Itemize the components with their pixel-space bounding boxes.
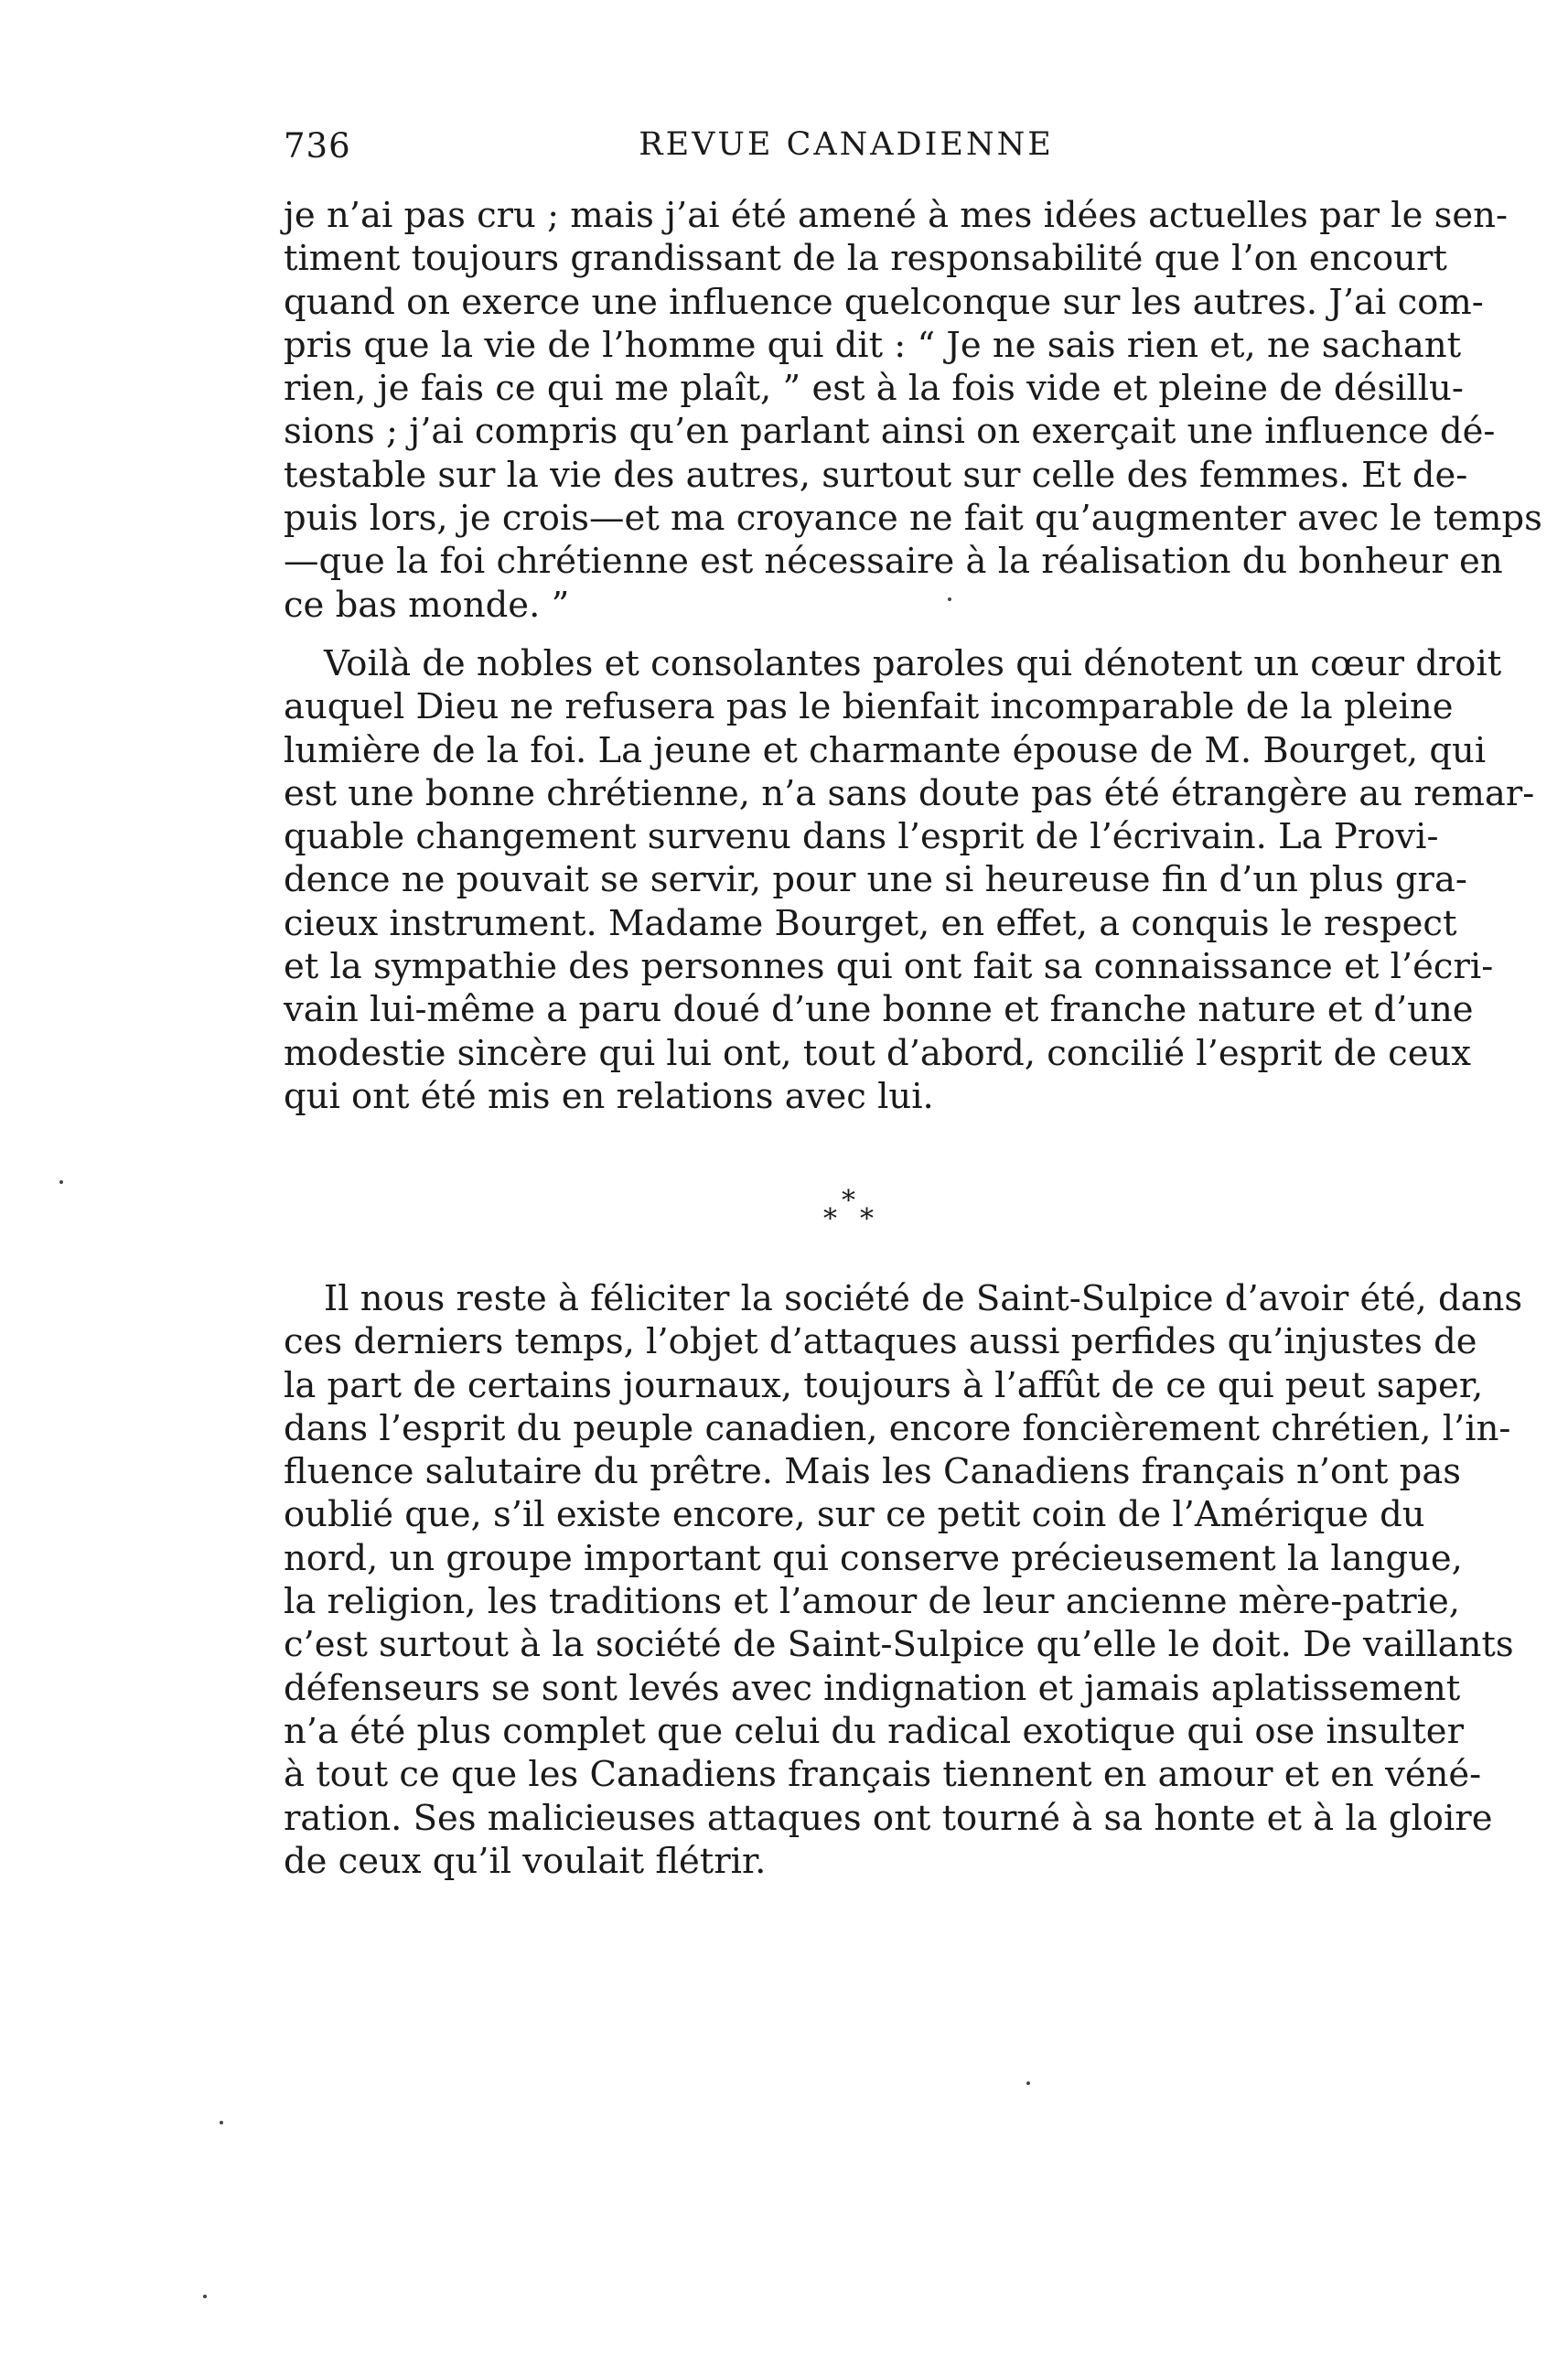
text-line: à tout ce que les Canadiens français tiennent en amour et en véné-	[284, 1754, 1482, 1796]
text-line: oublié que, s’il existe encore, sur ce petit coin de l’Amérique du	[284, 1494, 1425, 1536]
text-line: et la sympathie des personnes qui ont fait sa connaissance et l’écri-	[284, 946, 1494, 988]
text-line: fluence salutaire du prêtre. Mais les Canadiens français n’ont pas	[284, 1451, 1462, 1493]
paragraph-voila	[284, 642, 1535, 1118]
text-line: nord, un groupe important qui conserve précieusement la langue,	[284, 1537, 1463, 1579]
text-line: de ceux qu’il voulait flétrir.	[284, 1840, 767, 1882]
text-line: ration. Ses malicieuses attaques ont tourné à sa honte et à la gloire	[284, 1797, 1493, 1839]
text-line: c’est surtout à la société de Saint-Sulpice qu’elle le doit. De vaillants	[284, 1624, 1514, 1666]
text-line: qui ont été mis en relations avec lui.	[284, 1075, 934, 1117]
asterism-star: *	[823, 1203, 837, 1235]
text-line: sions ; j’ai compris qu’en parlant ainsi on exerçait une influence dé-	[284, 411, 1496, 453]
text-line: cieux instrument. Madame Bourget, en effet, a conquis le respect	[284, 902, 1457, 944]
text-line: ces derniers temps, l’objet d’attaques aussi perfides qu’injustes de	[284, 1321, 1477, 1363]
text-line: pris que la vie de l’homme qui dit : “ Je ne sais rien et, ne sachant	[284, 324, 1462, 366]
text-line: quable changement survenu dans l’esprit de l’écrivain. La Provi-	[284, 816, 1439, 858]
text-line: dans l’esprit du peuple canadien, encore foncièrement chrétien, l’in-	[284, 1407, 1511, 1449]
asterism-star: *	[842, 1185, 855, 1217]
text-line: n’a été plus complet que celui du radical exotique qui ose insulter	[284, 1710, 1464, 1752]
text-line: ce bas monde. ”	[284, 584, 570, 626]
scan-speck	[948, 597, 951, 601]
scan-speck	[59, 1180, 63, 1184]
text-line: est une bonne chrétienne, n’a sans doute pas été étrangère au remar-	[284, 772, 1535, 814]
text-line: auquel Dieu ne refusera pas le bienfait incomparable de la pleine	[284, 686, 1454, 728]
running-head	[284, 126, 1409, 177]
text-line: testable sur la vie des autres, surtout sur celle des femmes. Et de-	[284, 454, 1468, 496]
text-line: quand on exerce une influence quelconque sur les autres. J’ai com-	[284, 281, 1484, 323]
text-line: puis lors, je crois—et ma croyance ne fait qu’augmenter avec le temps	[284, 498, 1542, 540]
text-line: Il nous reste à féliciter la société de Saint-Sulpice d’avoir été, dans	[324, 1278, 1523, 1319]
asterism-star: *	[860, 1203, 874, 1235]
journal-title: REVUE CANADIENNE	[639, 126, 1054, 163]
text-line: timent toujours grandissant de la responsabilité que l’on encourt	[284, 238, 1447, 280]
scan-speck	[1026, 2081, 1030, 2085]
text-line: Voilà de nobles et consolantes paroles qui dénotent un cœur droit	[324, 643, 1502, 684]
paragraph-quote-continuation	[284, 194, 1542, 627]
section-break-asterism	[805, 1185, 906, 1249]
page-number: 736	[284, 126, 351, 166]
text-line: —que la foi chrétienne est nécessaire à la réalisation du bonheur en	[284, 541, 1503, 583]
text-line: défenseurs se sont levés avec indignation et jamais aplatissement	[284, 1667, 1461, 1709]
text-line: la part de certains journaux, toujours à l’affût de ce qui peut saper,	[284, 1364, 1484, 1406]
paragraph-saint-sulpice	[284, 1277, 1523, 1883]
text-line: je n’ai pas cru ; mais j’ai été amené à mes idées actuelles par le sen-	[284, 195, 1508, 236]
text-line: lumière de la foi. La jeune et charmante épouse de M. Bourget, qui	[284, 729, 1487, 771]
text-line: dence ne pouvait se servir, pour une si heureuse fin d’un plus gra-	[284, 859, 1467, 901]
scan-speck	[220, 2121, 223, 2124]
text-line: vain lui-même a paru doué d’une bonne et franche nature et d’une	[284, 989, 1474, 1031]
text-line: rien, je fais ce qui me plaît, ” est à la fois vide et pleine de désillu-	[284, 368, 1464, 410]
text-line: la religion, les traditions et l’amour de leur ancienne mère-patrie,	[284, 1581, 1461, 1623]
text-line: modestie sincère qui lui ont, tout d’abord, concilié l’esprit de ceux	[284, 1032, 1471, 1074]
scan-speck	[203, 2295, 207, 2298]
